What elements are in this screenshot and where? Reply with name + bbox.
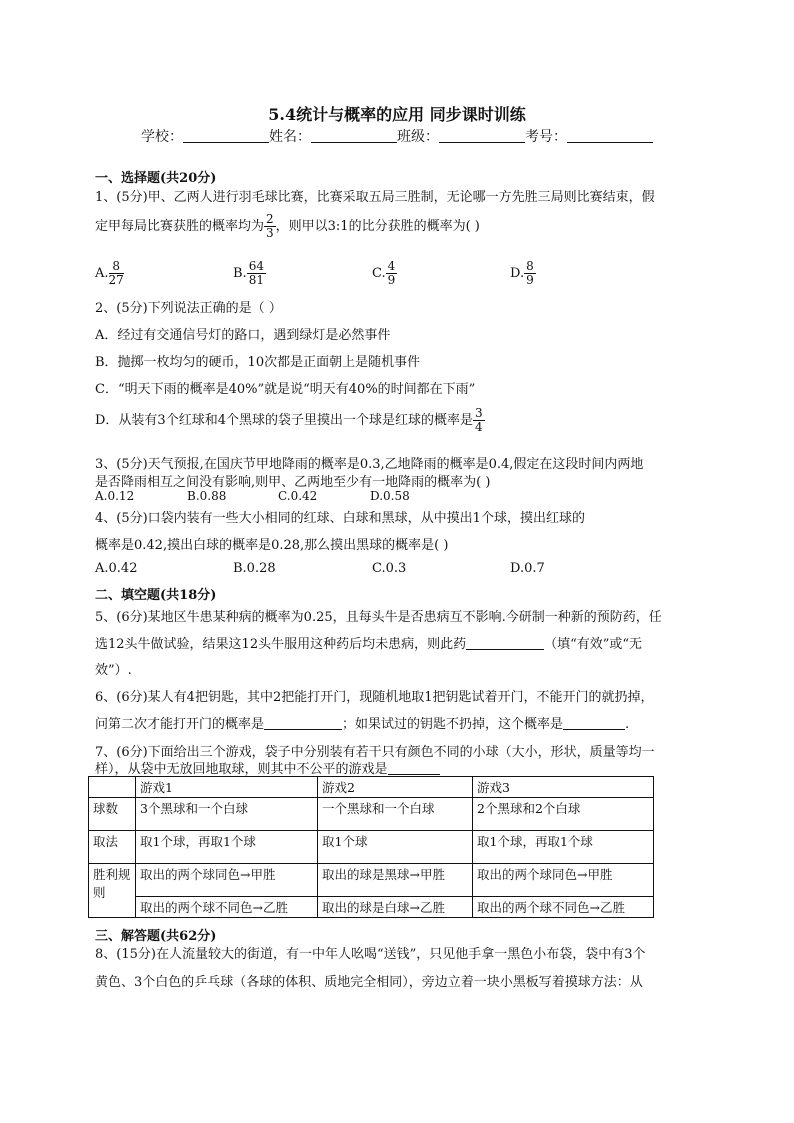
page-title: 5.4统计与概率的应用 同步课时训练 [268, 105, 526, 124]
q4-option-c: C.0.3 [372, 561, 407, 576]
q8-line2: 黄色、3个白色的乒乓球（各球的体积、质地完全相同），旁边立着一块小黑板写着摸球方法：从 [95, 975, 643, 990]
q2-option-b: B．抛掷一枚均匀的硬币，10次都是正面朝上是随机事件 [95, 355, 421, 370]
q4-option-b: B.0.28 [233, 561, 276, 576]
q4-option-a: A.0.42 [95, 561, 138, 576]
q4-line1: 4、(5分)口袋内装有一些大小相同的红球、白球和黑球，从中摸出1个球，摸出红球的 [95, 511, 585, 526]
q7-answer-blank[interactable] [388, 762, 440, 775]
q4-line2: 概率是0.42,摸出白球的概率是0.28,那么摸出黑球的概率是( ) [95, 538, 449, 553]
q1-line1: 1、(5分)甲、乙两人进行羽毛球比赛，比赛采取五局三胜制，无论哪一方先胜三局则比赛结束，假 [95, 190, 655, 205]
table-row: 取出的两个球不同色→乙胜 取出的球是白球→乙胜 取出的两个球不同色→乙胜 [89, 897, 654, 918]
q2-option-d: D．从装有3个红球和4个黑球的袋子里摸出一个球是红球的概率是 $\frac{3}{4}$ [95, 406, 483, 434]
q4-option-d: D.0.7 [510, 561, 545, 576]
student-info-line [0, 126, 794, 146]
school-label: 学校： [141, 129, 183, 145]
q7-line2: 样），从袋中无放回地取球，则其中不公平的游戏是 [95, 758, 440, 777]
q6-line1: 6、(6分)某人有4把钥匙，其中2把能打开门，现随机地取1把钥匙试着开门，不能开门的就扔掉， [95, 690, 654, 705]
q5-line3: 效”）. [95, 663, 132, 678]
number-blank[interactable] [567, 128, 653, 143]
q2-fraction: $\frac{3}{4}$ [474, 406, 483, 434]
name-label: 姓名： [269, 129, 311, 145]
name-blank[interactable] [311, 128, 397, 143]
table-row: 胜利规则 取出的两个球同色→甲胜 取出的球是黑球→甲胜 取出的两个球同色→甲胜 [89, 864, 654, 897]
section-fill: 二、填空题(共18分) [95, 588, 217, 603]
q1-option-d: D. $\frac{8}{9}$ [510, 259, 534, 287]
q2-option-c: C．“明天下雨的概率是40%”就是说“明天有40%的时间都在下雨” [95, 382, 476, 397]
q5-line2: 选12头牛做试验，结果这12头牛服用这种药后均未患病，则此药 （填“有效”或“无 [95, 637, 643, 652]
q1-option-a: A. $\frac{8}{27}$ [95, 259, 124, 287]
q5-line1: 5、(6分)某地区牛患某种病的概率为0.25，且每头牛是否患病互不影响.今研制一种新的预防药，任 [95, 610, 662, 625]
class-label: 班级： [397, 129, 439, 145]
q3-option-b: B.0.88 [187, 489, 227, 503]
q2-stem: 2、(5分)下列说法正确的是（ ） [95, 301, 282, 316]
section-choice: 一、选择题(共20分) [95, 171, 217, 186]
q8-line1: 8、(15分)在人流量较大的街道，有一中年人吆喝“送钱”，只见他手拿一黑色小布袋，袋中有3个 [95, 947, 646, 962]
table-row: 球数 3个黑球和一个白球 一个黑球和一个白球 2个黑球和2个白球 [89, 798, 654, 831]
school-blank[interactable] [183, 128, 269, 143]
q6-answer-blank-2[interactable] [563, 717, 625, 730]
q1-fraction: $\frac{2}{3}$ [266, 212, 274, 240]
q1-line2: 定甲每局比赛获胜的概率均为 $\frac{2}{3}$ ，则甲以3:1的比分获胜的概率为( ) [95, 212, 480, 240]
q3-option-d: D.0.58 [370, 489, 410, 503]
q2-option-a: A．经过有交通信号灯的路口，遇到绿灯是必然事件 [95, 328, 391, 343]
number-label: 考号： [525, 129, 567, 145]
section-answer: 三、解答题(共62分) [95, 929, 217, 944]
class-blank[interactable] [439, 128, 525, 143]
q6-line2: 问第二次才能打开门的概率是 ；如果试过的钥匙不扔掉，这个概率是 . [95, 717, 630, 732]
q3-option-c: C.0.42 [278, 489, 318, 503]
q1-option-c: C. $\frac{4}{9}$ [372, 259, 396, 287]
q7-line1: 7、(6分)下面给出三个游戏，袋子中分别装有若干只有颜色不同的小球（大小，形状，质量等均一 [95, 745, 655, 760]
q5-answer-blank[interactable] [466, 637, 544, 650]
q6-answer-blank-1[interactable] [264, 717, 342, 730]
table-row: 取法 取1个球，再取1个球 取1个球 取1个球，再取1个球 [89, 831, 654, 864]
q3-line1: 3、(5分)天气预报,在国庆节甲地降雨的概率是0.3,乙地降雨的概率是0.4,假定在这段时间内两地 [95, 457, 644, 472]
games-table [88, 776, 654, 918]
q3-line2: 是否降雨相互之间没有影响,则甲、乙两地至少有一地降雨的概率为( ) [95, 475, 491, 490]
q1-option-b: B. $\frac{64}{81}$ [233, 259, 264, 287]
table-row: 游戏1 游戏2 游戏3 [89, 777, 654, 798]
q3-option-a: A.0.12 [95, 489, 135, 503]
